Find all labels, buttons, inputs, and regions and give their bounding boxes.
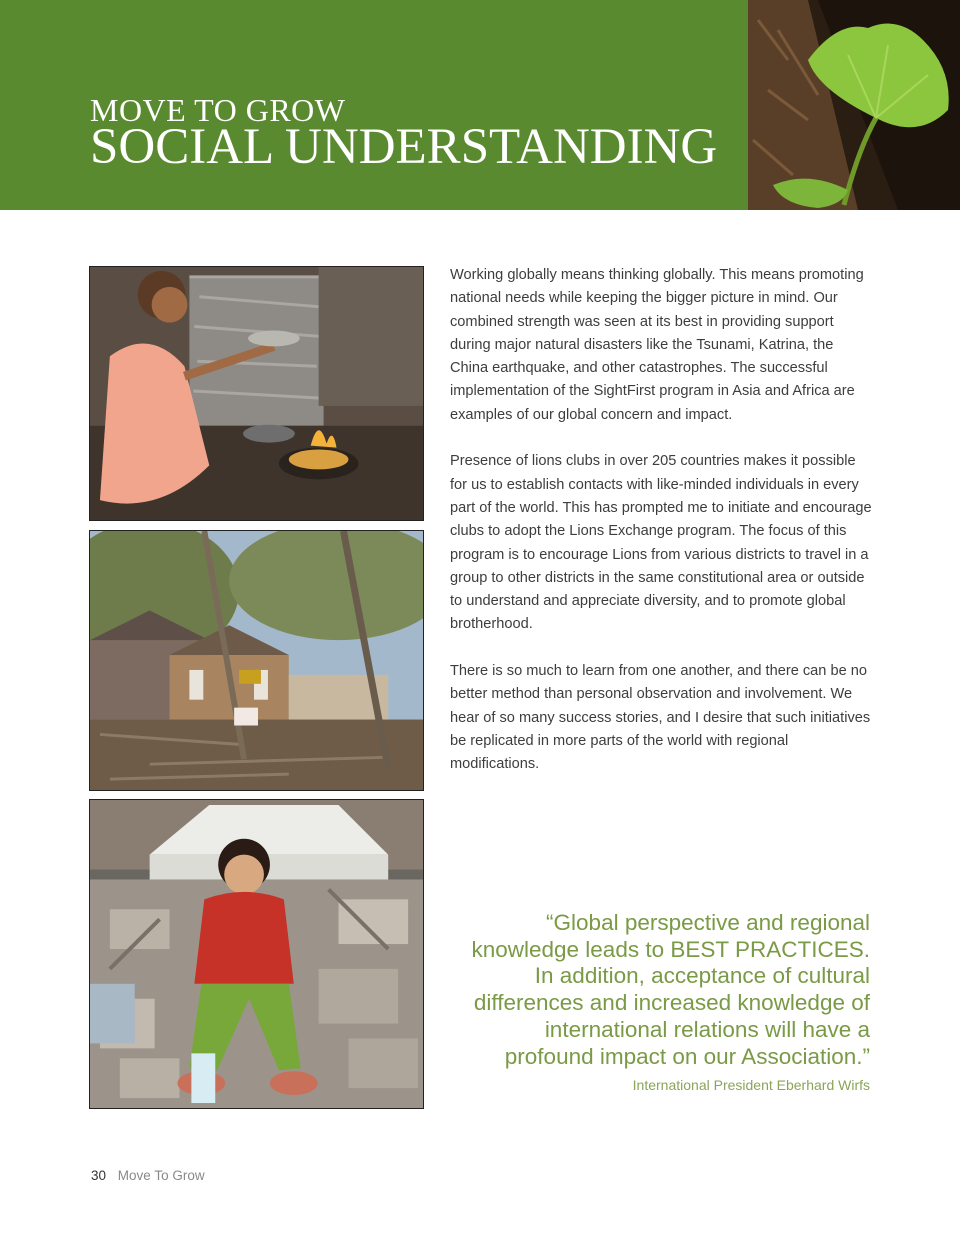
page-footer (91, 1168, 205, 1183)
leaf-sprout-photo (748, 0, 960, 210)
quote-line: international relations will have a (544, 1016, 870, 1042)
header-banner (0, 0, 748, 210)
body-paragraph: There is so much to learn from one another, and there can be no better method than personal observation and involvement. We hear of so many success stories, and I desire that such initiatives be replicated in more parts of the world with regional modifications. (450, 663, 871, 773)
girl-earthquake-rubble-photo (89, 799, 424, 1109)
section-kicker: MOVE TO GROW (90, 92, 346, 128)
body-paragraph: Presence of lions clubs in over 205 countries makes it possible for us to establish contacts with like-minded individuals in every part of the world. This has prompted me to initiate and encourage clubs to adopt the Lions Exchange program. The focus of this program is to encourage Lions from various districts to travel in a group to other districts in the same constitutional area or outside to understand and appreciate diversity, and to promote global brotherhood. (450, 453, 872, 633)
publication-title: Move To Grow (117, 1168, 205, 1183)
pull-quote (455, 910, 870, 1070)
quote-attribution: International President Eberhard Wirfs (632, 1077, 870, 1093)
woman-cooking-photo (89, 266, 424, 521)
page-title: SOCIAL UNDERSTANDING (90, 119, 718, 175)
quote-line: “Global perspective and regional (546, 910, 870, 935)
quote-line: differences and increased knowledge of (473, 990, 870, 1016)
body-paragraph: Working globally means thinking globally. This means promoting national needs while keeping the bigger picture in mind. Our combined strength was seen at its best in providing support during major natural disasters like the Tsunami, Katrina, the China earthquake, and other catastrophes. The successful implementation of the SightFirst program in Asia and Africa are examples of our global concern and impact. (450, 267, 864, 423)
quote-line: knowledge leads to BEST PRACTICES. (471, 936, 870, 962)
quote-line: profound impact on our Association.” (504, 1043, 870, 1069)
body-text (450, 264, 875, 800)
storm-damaged-houses-photo (89, 530, 424, 791)
quote-line: In addition, acceptance of cultural (534, 963, 870, 989)
page-number: 30 (91, 1168, 107, 1183)
